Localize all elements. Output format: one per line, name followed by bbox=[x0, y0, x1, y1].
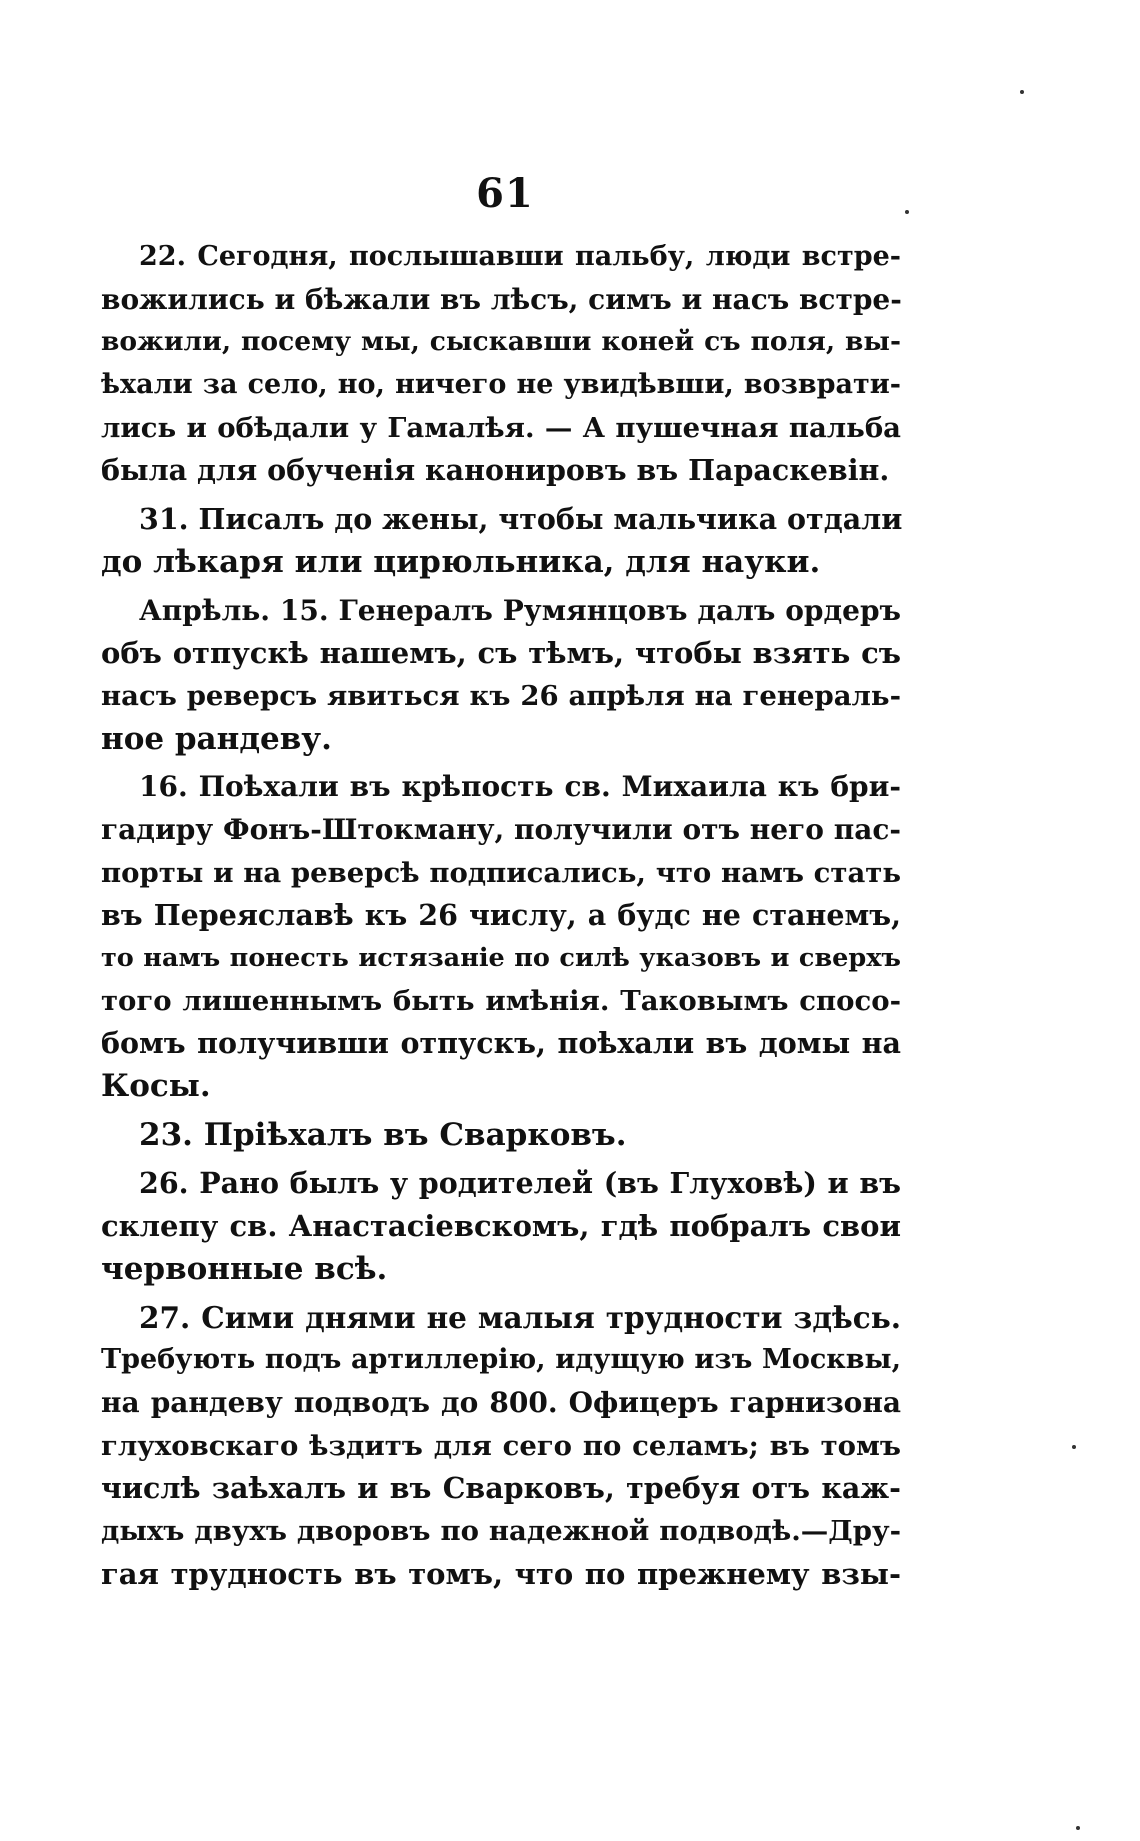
text-line: вожились и бѣжали въ лѣсъ, симъ и насъ встре- bbox=[101, 282, 902, 316]
text-line: объ отпускѣ нашемъ, съ тѣмъ, чтобы взять съ bbox=[101, 636, 901, 671]
text-line: 31. Писалъ до жены, чтобы мальчика отдали bbox=[139, 502, 903, 537]
text-line: червонные всѣ. bbox=[101, 1250, 388, 1287]
text-line: Требують подъ артиллерію, идущую изъ Москвы, bbox=[101, 1344, 901, 1376]
text-line: 23. Пріѣхалъ въ Сварковъ. bbox=[139, 1116, 627, 1153]
text-line: 22. Сегодня, послышавши пальбу, люди встре- bbox=[139, 241, 901, 272]
text-line: въ Переяславѣ къ 26 числу, а будс не станемъ, bbox=[101, 898, 901, 933]
text-line: 27. Сими днями не малыя трудности здѣсь. bbox=[139, 1299, 901, 1335]
text-line: на рандеву подводъ до 800. Офицеръ гарнизона bbox=[101, 1385, 901, 1419]
text-line: 16. Поѣхали въ крѣпость св. Михаила къ бри- bbox=[139, 770, 901, 804]
text-line: дыхъ двухъ дворовъ по надежной подводѣ.—Дру- bbox=[101, 1514, 901, 1547]
text-line: того лишеннымъ быть имѣнія. Таковымъ спосо- bbox=[101, 984, 901, 1017]
text-line: числѣ заѣхалъ и въ Сварковъ, требуя отъ каж- bbox=[101, 1471, 901, 1506]
scan-speck bbox=[1020, 90, 1024, 94]
text-line: вожили, посему мы, сыскавши коней съ поля, вы- bbox=[101, 326, 901, 358]
text-line: глуховскаго ѣздитъ для сего по селамъ; въ томъ bbox=[101, 1429, 901, 1462]
text-line: 26. Рано былъ у родителей (въ Глуховѣ) и въ bbox=[139, 1166, 901, 1201]
text-line: была для обученія канонировъ въ Параскевін. bbox=[101, 453, 890, 488]
text-line: насъ реверсъ явиться къ 26 апрѣля на генераль- bbox=[101, 679, 901, 712]
scan-speck bbox=[1072, 1445, 1076, 1449]
text-line: Апрѣль. 15. Генералъ Румянцовъ далъ ордеръ bbox=[139, 593, 901, 627]
scan-speck bbox=[905, 210, 909, 214]
text-line: ѣхали за село, но, ничего не увидѣвши, возврати- bbox=[101, 369, 901, 401]
text-line: до лѣкаря или цирюльника, для науки. bbox=[101, 543, 821, 580]
text-line: бомъ получивши отпускъ, поѣхали въ домы на bbox=[101, 1026, 901, 1061]
text-line: Косы. bbox=[101, 1068, 211, 1105]
body-text bbox=[101, 236, 901, 1595]
text-line: гая трудность въ томъ, что по прежнему взы- bbox=[101, 1556, 901, 1591]
text-line: то намъ понесть истязаніе по силѣ указовъ и сверхъ bbox=[101, 943, 901, 973]
text-line: склепу св. Анастасіевскомъ, гдѣ побралъ свои bbox=[101, 1209, 901, 1244]
page-number: 61 bbox=[476, 170, 534, 217]
text-line: порты и на реверсѣ подписались, что намъ стать bbox=[101, 856, 901, 889]
text-line: гадиру Фонъ-Штокману, получили отъ него пас- bbox=[101, 812, 901, 846]
scan-speck bbox=[1076, 1826, 1080, 1830]
text-line: ное рандеву. bbox=[101, 720, 332, 757]
text-line: лись и обѣдали у Гамалѣя. — А пушечная пальба bbox=[101, 411, 901, 444]
